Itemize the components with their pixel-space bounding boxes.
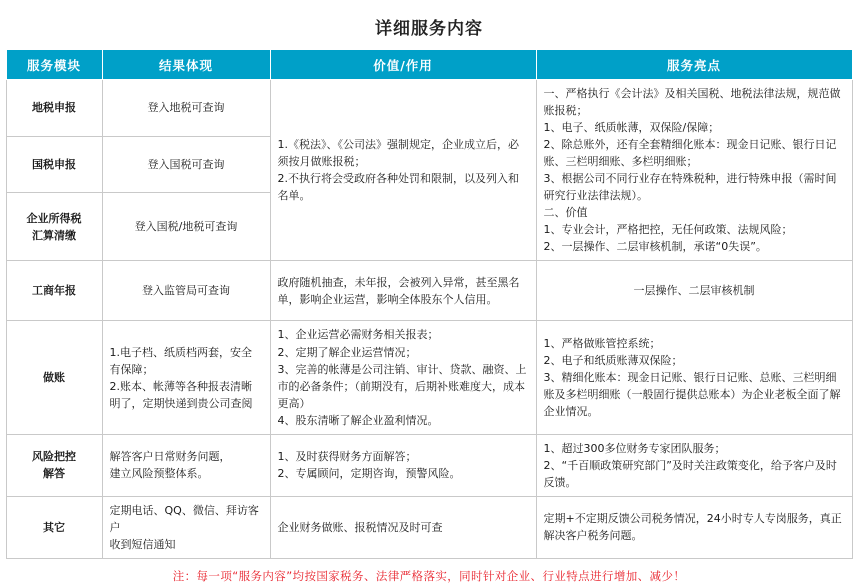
module-line: 解答 [43, 467, 65, 481]
highlight-line: 1、超过300多位财务专家团队服务； [543, 441, 726, 455]
result-line: 2.账本、帐薄等各种报表清晰明了，定期快递到贵公司查阅 [109, 379, 253, 410]
highlight-line: 2、“千百顺政策研究部门”及时关注政策变化，给予客户及时反馈。 [543, 458, 837, 489]
value-line: 2、专属顾问，定期咨询，预警风险。 [277, 467, 461, 481]
value-line: 1.《税法》、《公司法》强制规定，企业成立后，必须按月做账报税； [277, 138, 519, 169]
cell-module [6, 193, 102, 261]
cell-value: 政府随机抽查，未年报，会被列入异常，甚至黑名单，影响企业运营，影响全体股东个人信用。 [270, 261, 536, 321]
table-header-row [6, 50, 852, 80]
cell-highlight [536, 434, 852, 496]
value-line: 2、定期了解企业运营情况； [277, 345, 417, 359]
highlight-line: 1、电子、纸质帐薄，双保险/保障； [543, 121, 720, 135]
table-row [6, 80, 852, 137]
cell-highlight: 定期+不定期反馈公司税务情况，24小时专人专岗服务，真正解决客户税务问题。 [536, 496, 852, 558]
column-header-value: 价值/作用 [270, 50, 536, 80]
result-line: 解答客户日常财务问题， [109, 450, 231, 464]
cell-highlight: 一层操作、二层审核机制 [536, 261, 852, 321]
cell-module: 地税申报 [6, 80, 102, 137]
footer-note: 注：每一项“服务内容”均按国家税务、法律严格落实，同时针对企业、行业特点进行增加、减少！ [172, 569, 686, 584]
module-line: 汇算清缴 [32, 228, 76, 242]
cell-value [270, 434, 536, 496]
cell-module: 国税申报 [6, 136, 102, 193]
cell-result [102, 434, 270, 496]
cell-module: 工商年报 [6, 261, 102, 321]
result-line: 建立风险预整体系。 [109, 467, 209, 481]
value-line: 4、股东清晰了解企业盈利情况。 [277, 413, 439, 427]
cell-highlight [536, 321, 852, 434]
module-line: 风险把控 [32, 450, 76, 464]
cell-result: 登入国税/地税可查询 [102, 193, 270, 261]
highlight-line: 3、根据公司不同行业存在特殊税种，进行特殊申报（需时间研究行业法律法规）。 [543, 172, 837, 203]
value-line: 1、企业运营必需财务相关报表； [277, 328, 439, 342]
result-line: 1.电子档、纸质档两套，安全有保障； [109, 345, 252, 376]
highlight-line: 2、电子和纸质账薄双保险； [543, 354, 683, 368]
highlight-line: 2、一层操作、二层审核机制，承诺“0失误”。 [543, 240, 767, 254]
cell-module [6, 434, 102, 496]
highlight-line: 2、除总账外，还有全套精细化账本：现金日记账、银行日记账、三栏明细账、多栏明细账； [543, 138, 837, 169]
column-header-highlight: 服务亮点 [536, 50, 852, 80]
cell-value-merged [270, 80, 536, 261]
value-line: 2.不执行将会受政府各种处罚和限制，以及列入和名单。 [277, 172, 519, 203]
table-row [6, 434, 852, 496]
cell-module: 做账 [6, 321, 102, 434]
cell-value [270, 321, 536, 434]
cell-result: 登入国税可查询 [102, 136, 270, 193]
page-title: 详细服务内容 [375, 19, 483, 39]
column-header-module: 服务模块 [6, 50, 102, 80]
cell-result [102, 321, 270, 434]
value-line: 1、及时获得财务方面解答； [277, 450, 417, 464]
module-line: 企业所得税 [26, 211, 82, 225]
result-line: 定期电话、QQ、微信、拜访客户 [109, 503, 259, 534]
table-row [6, 496, 852, 558]
highlight-line: 3、精细化账本：现金日记账、银行日记账、总账、三栏明细账及多栏明细账（一般固行提供总账本）为企业老板全面了解企业情况。 [543, 371, 841, 419]
table-row [6, 261, 852, 321]
cell-result: 登入监管局可查询 [102, 261, 270, 321]
cell-value: 企业财务做账、报税情况及时可查 [270, 496, 536, 558]
cell-result [102, 496, 270, 558]
result-line: 收到短信通知 [109, 537, 176, 551]
cell-highlight-merged [536, 80, 852, 261]
service-content-table [6, 49, 853, 559]
value-line: 3、完善的帐薄是公司注销、审计、贷款、融资、上市的必备条件；（前期没有，后期补账难度大，成本更高） [277, 362, 527, 410]
cell-result: 登入地税可查询 [102, 80, 270, 137]
column-header-result: 结果体现 [102, 50, 270, 80]
highlight-line: 1、严格做账管控系统； [543, 336, 661, 350]
highlight-line: 1、专业会计，严格把控，无任何政策、法规风险； [543, 223, 793, 237]
highlight-line: 一、严格执行《会计法》及相关国税、地税法律法规，规范做账报税； [543, 87, 841, 118]
cell-module: 其它 [6, 496, 102, 558]
table-row [6, 321, 852, 434]
highlight-line: 二、价值 [543, 206, 588, 220]
